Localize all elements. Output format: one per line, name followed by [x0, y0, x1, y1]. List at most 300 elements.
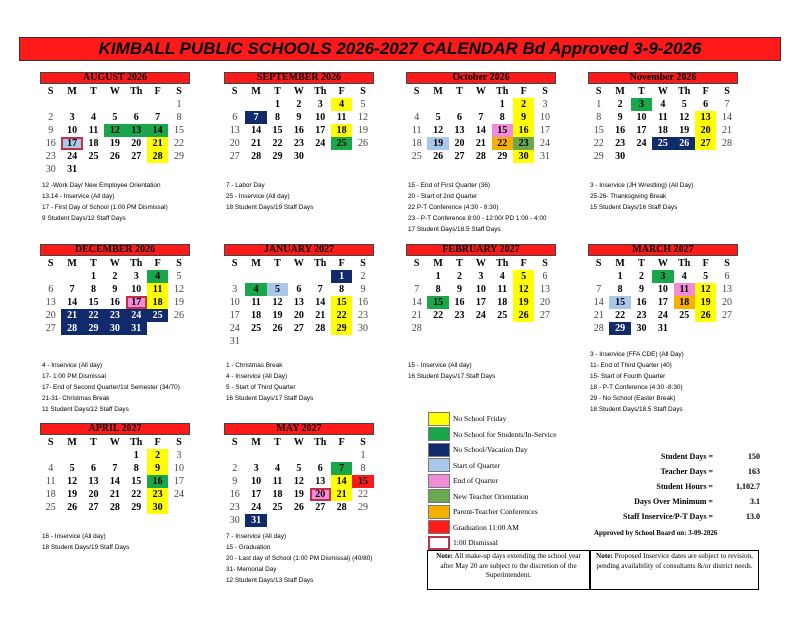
day-cell: 19: [427, 137, 448, 150]
week-row: [224, 309, 374, 322]
empty-day-cell: [674, 150, 695, 163]
day-cell: 3: [542, 99, 548, 110]
day-cell: 11: [411, 125, 422, 136]
empty-day-cell: [352, 335, 373, 348]
day-cell: 20: [293, 310, 304, 321]
week-row: [588, 296, 738, 309]
weekday-header-row: [224, 257, 374, 270]
stat-row: [600, 464, 760, 479]
month-notes-block: [42, 180, 220, 224]
weekday-label: T: [90, 437, 97, 448]
note-line: 25-26- Thanksgiving Break: [590, 193, 667, 200]
note-line: 11 Student Days/12 Staff Days: [42, 406, 129, 413]
empty-day-cell: [40, 449, 61, 462]
day-cell: 20: [540, 297, 551, 308]
note-line: 15 - Graduation: [226, 544, 271, 551]
day-cell: 13: [722, 284, 733, 295]
day-cell: 20: [229, 138, 240, 149]
day-cell: 12: [293, 476, 304, 487]
empty-day-cell: [147, 163, 168, 176]
legend-item: [428, 520, 578, 536]
weekday-header-row: [406, 257, 556, 270]
empty-day-cell: [168, 501, 189, 514]
day-cell: 21: [315, 310, 326, 321]
empty-day-cell: [513, 322, 534, 335]
day-cell: 23: [513, 137, 534, 150]
weekday-label: S: [176, 437, 182, 448]
day-cell: 23: [636, 310, 647, 321]
day-cell: 1: [617, 271, 623, 282]
day-cell: 5: [69, 463, 75, 474]
day-cell: 12: [433, 125, 444, 136]
day-cell: 24: [126, 309, 147, 322]
empty-day-cell: [492, 322, 513, 335]
weekday-label: M: [433, 258, 443, 269]
weekday-label: W: [657, 86, 668, 97]
stat-value: 163: [748, 467, 760, 476]
day-cell: 28: [475, 151, 486, 162]
empty-day-cell: [331, 150, 352, 163]
note-line: 18 Student Days/19 Staff Days: [226, 204, 314, 211]
day-cell: 3: [253, 463, 259, 474]
day-cell: 3: [69, 112, 75, 123]
week-row: [224, 124, 374, 137]
weekday-label: W: [109, 258, 120, 269]
weekday-label: Th: [496, 86, 509, 97]
day-cell: 31: [67, 164, 78, 175]
note-text: All make-up days extending the school year after May 20 are subject to the discretion of the Superintendent.: [440, 552, 581, 579]
weekday-label: T: [274, 258, 281, 269]
empty-day-cell: [406, 270, 427, 283]
weekday-label: S: [413, 86, 420, 97]
day-cell: 16: [109, 297, 120, 308]
day-cell: 21: [147, 137, 168, 150]
empty-day-cell: [147, 322, 168, 335]
empty-day-cell: [352, 514, 373, 527]
week-row: [406, 98, 556, 111]
empty-day-cell: [695, 150, 716, 163]
day-cell: 14: [67, 297, 78, 308]
note-line: 18 Student Days/18.5 Staff Days: [590, 406, 683, 413]
day-cell: 25: [497, 310, 508, 321]
day-cell: 15: [88, 297, 99, 308]
day-cell: 11: [497, 284, 507, 295]
week-row: [40, 150, 190, 163]
week-row: [40, 488, 190, 501]
summary-stats: [600, 449, 760, 524]
day-cell: 24: [315, 138, 326, 149]
day-cell: 15: [174, 125, 185, 136]
day-cell: 8: [90, 284, 96, 295]
day-cell: 29: [609, 322, 630, 335]
day-cell: 4: [681, 271, 687, 282]
note-line: 18 - P-T Conference (4:30 -8:30): [590, 384, 683, 391]
day-cell: 12: [358, 112, 369, 123]
legend-item: [428, 411, 578, 427]
day-cell: 27: [45, 323, 56, 334]
month-calendar: [40, 244, 190, 335]
day-cell: 7: [112, 463, 118, 474]
day-cell: 30: [358, 323, 369, 334]
weekday-label: T: [456, 86, 463, 97]
day-cell: 10: [475, 284, 486, 295]
weekday-label: W: [293, 258, 304, 269]
day-cell: 22: [433, 310, 444, 321]
day-cell: 24: [229, 323, 240, 334]
empty-day-cell: [427, 322, 448, 335]
month-header: October 2026: [406, 72, 556, 84]
weekday-label: W: [109, 437, 120, 448]
empty-day-cell: [147, 98, 168, 111]
day-cell: 5: [513, 270, 534, 283]
note-line: 15 - Inservice (All day): [408, 362, 472, 369]
day-cell: 16: [45, 138, 56, 149]
day-cell: 22: [131, 489, 142, 500]
legend-item: [428, 442, 578, 458]
day-cell: 6: [296, 284, 302, 295]
day-cell: 19: [358, 125, 369, 136]
day-cell: 1: [360, 450, 366, 461]
week-row: [588, 111, 738, 124]
day-cell: 14: [411, 297, 422, 308]
legend-label: Parent-Teacher Conferences: [453, 507, 538, 517]
day-cell: 17: [61, 137, 82, 150]
weekday-label: S: [413, 258, 420, 269]
day-cell: 7: [331, 462, 352, 475]
day-cell: 18: [88, 138, 99, 149]
weekday-label: S: [595, 258, 602, 269]
day-cell: 1: [331, 270, 352, 283]
day-cell: 7: [69, 284, 75, 295]
week-row: [40, 322, 190, 335]
day-cell: 10: [251, 476, 262, 487]
empty-day-cell: [449, 322, 470, 335]
note-line: 20 - Start of 2nd Quarter: [408, 193, 478, 200]
day-cell: 13: [45, 297, 56, 308]
weekday-label: M: [433, 86, 443, 97]
day-cell: 21: [722, 125, 733, 136]
month-calendar: [40, 423, 190, 514]
day-cell: 14: [315, 297, 326, 308]
weekday-label: S: [724, 86, 730, 97]
empty-day-cell: [126, 163, 147, 176]
day-cell: 15: [352, 475, 373, 488]
weekday-label: F: [520, 258, 527, 269]
weekday-label: W: [657, 258, 668, 269]
weekday-label: F: [154, 86, 161, 97]
weekday-label: W: [293, 437, 304, 448]
weekday-label: T: [456, 258, 463, 269]
note-line: 4 - Inservice (All day): [42, 362, 103, 369]
weekday-label: M: [251, 437, 261, 448]
month-notes-block: [226, 180, 404, 213]
day-cell: 22: [272, 138, 283, 149]
weekday-header-row: [224, 436, 374, 449]
day-cell: 6: [232, 112, 238, 123]
month-calendar: [40, 72, 190, 176]
weekday-label: Th: [130, 258, 143, 269]
day-cell: 29: [131, 502, 142, 513]
week-row: [224, 322, 374, 335]
empty-day-cell: [267, 270, 288, 283]
approval-text: Approved by School Board on: 3-09-2026: [594, 529, 718, 537]
legend-swatch: [428, 536, 450, 550]
empty-day-cell: [695, 322, 716, 335]
day-cell: 16: [615, 125, 626, 136]
week-row: [224, 475, 374, 488]
day-cell: 21: [593, 310, 604, 321]
empty-day-cell: [245, 335, 266, 348]
week-row: [406, 111, 556, 124]
weekday-label: M: [67, 86, 77, 97]
day-cell: 14: [593, 297, 604, 308]
day-cell: 3: [652, 270, 673, 283]
weekday-label: Th: [130, 437, 143, 448]
day-cell: 8: [360, 463, 366, 474]
day-cell: 12: [513, 283, 534, 296]
note-line: 25 - Inservice (All day): [226, 193, 290, 200]
day-cell: 1: [176, 99, 182, 110]
note-line: 29 - No School (Easter Break): [590, 395, 676, 402]
day-cell: 22: [593, 138, 604, 149]
day-cell: 18: [272, 489, 283, 500]
day-cell: 25: [251, 323, 262, 334]
day-cell: 6: [48, 284, 54, 295]
day-cell: 8: [339, 284, 345, 295]
weekday-label: M: [615, 86, 625, 97]
day-cell: 20: [45, 310, 56, 321]
day-cell: 25: [679, 310, 690, 321]
stat-label: Staff Inservice/P-T Days =: [623, 512, 713, 521]
day-cell: 6: [456, 112, 462, 123]
day-cell: 26: [695, 309, 716, 322]
note-makeup-days: [427, 550, 590, 590]
empty-day-cell: [427, 98, 448, 111]
day-cell: 26: [272, 323, 283, 334]
day-cell: 24: [475, 310, 486, 321]
day-cell: 14: [251, 125, 262, 136]
day-cell: 5: [435, 112, 441, 123]
stat-value: 13.0: [746, 512, 760, 521]
day-cell: 20: [88, 489, 99, 500]
day-cell: 18: [497, 297, 508, 308]
day-cell: 15: [272, 125, 283, 136]
day-cell: 13: [229, 125, 240, 136]
week-row: [588, 270, 738, 283]
day-cell: 22: [492, 137, 513, 150]
day-cell: 23: [293, 138, 304, 149]
note-line: 12 Student Days/13 Staff Days: [226, 577, 314, 584]
day-cell: 10: [131, 284, 142, 295]
day-cell: 23: [229, 502, 240, 513]
month-header: APRIL 2027: [40, 423, 190, 435]
day-cell: 5: [267, 283, 288, 296]
day-cell: 17: [174, 476, 185, 487]
day-cell: 14: [109, 476, 120, 487]
note-line: 5 - Start of Third Quarter: [226, 384, 296, 391]
day-cell: 10: [315, 112, 326, 123]
day-cell: 20: [695, 124, 716, 137]
day-cell: 18: [674, 296, 695, 309]
month-header: SEPTEMBER 2026: [224, 72, 374, 84]
day-cell: 16: [358, 297, 369, 308]
day-cell: 28: [315, 323, 326, 334]
weekday-label: T: [274, 437, 281, 448]
month-header: MAY 2027: [224, 423, 374, 435]
stat-label: Teacher Days =: [660, 467, 713, 476]
month-header: DECEMBER 2026: [40, 244, 190, 256]
day-cell: 29: [174, 151, 185, 162]
day-cell: 21: [331, 488, 352, 501]
day-cell: 19: [695, 296, 716, 309]
day-cell: 1: [274, 99, 280, 110]
day-cell: 22: [615, 310, 626, 321]
week-row: [588, 150, 738, 163]
day-cell: 31: [657, 323, 668, 334]
week-row: [40, 475, 190, 488]
day-cell: 29: [83, 322, 104, 335]
day-cell: 29: [272, 151, 283, 162]
empty-day-cell: [288, 449, 309, 462]
empty-day-cell: [310, 449, 331, 462]
day-cell: 4: [660, 99, 666, 110]
week-row: [224, 501, 374, 514]
week-row: [224, 514, 374, 527]
month-notes-block: [226, 360, 404, 404]
note-inservice-dates: [590, 550, 759, 590]
day-cell: 7: [317, 284, 323, 295]
note-line: 7 - Inservice (All day): [226, 533, 287, 540]
week-row: [588, 137, 738, 150]
weekday-label: Th: [314, 258, 327, 269]
stat-label: Days Over Minimum =: [634, 497, 713, 506]
day-cell: 27: [229, 151, 240, 162]
day-cell: 10: [636, 112, 647, 123]
day-cell: 9: [48, 125, 54, 136]
day-cell: 11: [674, 283, 695, 296]
empty-day-cell: [83, 98, 104, 111]
day-cell: 8: [617, 284, 623, 295]
day-cell: 28: [411, 323, 422, 334]
day-cell: 13: [695, 111, 716, 124]
day-cell: 2: [456, 271, 462, 282]
note-line: 9 Student Days/12 Staff Days: [42, 215, 126, 222]
month-calendar: [224, 244, 374, 348]
day-cell: 25: [272, 502, 283, 513]
day-cell: 16: [513, 124, 534, 137]
week-row: [40, 270, 190, 283]
week-row: [40, 501, 190, 514]
week-row: [40, 163, 190, 176]
week-row: [406, 137, 556, 150]
empty-day-cell: [352, 150, 373, 163]
day-cell: 29: [593, 151, 604, 162]
day-cell: 25: [652, 137, 673, 150]
week-row: [224, 98, 374, 111]
weekday-label: Th: [314, 437, 327, 448]
note-line: 31- Memorial Day: [226, 566, 277, 573]
day-cell: 11: [336, 112, 347, 123]
day-cell: 8: [435, 284, 441, 295]
day-cell: 12: [679, 112, 690, 123]
week-row: [406, 124, 556, 137]
weekday-label: S: [231, 258, 238, 269]
day-cell: 28: [147, 150, 168, 163]
empty-day-cell: [406, 98, 427, 111]
legend-label: 1:00 Dismissal: [453, 538, 498, 548]
empty-day-cell: [331, 449, 352, 462]
week-row: [224, 283, 374, 296]
legend-item: [428, 427, 578, 443]
weekday-label: F: [338, 437, 345, 448]
day-cell: 1: [133, 450, 139, 461]
day-cell: 19: [679, 125, 690, 136]
empty-day-cell: [267, 335, 288, 348]
legend-swatch: [428, 474, 450, 488]
week-row: [40, 449, 190, 462]
day-cell: 9: [112, 284, 118, 295]
day-cell: 27: [88, 502, 99, 513]
day-cell: 17: [636, 125, 647, 136]
empty-day-cell: [674, 322, 695, 335]
note-line: 13,14 - Inservice (All day): [42, 193, 115, 200]
weekday-label: F: [702, 86, 709, 97]
day-cell: 13: [540, 284, 551, 295]
day-cell: 9: [456, 284, 462, 295]
week-row: [588, 283, 738, 296]
weekday-label: F: [520, 86, 527, 97]
legend-label: Start of Quarter: [453, 460, 501, 470]
weekday-label: M: [251, 86, 261, 97]
weekday-label: F: [154, 437, 161, 448]
day-cell: 21: [109, 489, 120, 500]
weekday-label: Th: [678, 258, 691, 269]
month-calendar: [224, 72, 374, 163]
day-cell: 2: [638, 271, 644, 282]
month-header: FEBRUARY 2027: [406, 244, 556, 256]
day-cell: 23: [104, 309, 125, 322]
week-row: [588, 322, 738, 335]
weekday-header-row: [588, 85, 738, 98]
empty-day-cell: [716, 150, 737, 163]
note-line: 3 - Inservice (JH Wrestling) (All Day): [590, 182, 694, 189]
day-cell: 4: [274, 463, 280, 474]
weekday-label: T: [90, 86, 97, 97]
month-calendar: [588, 72, 738, 163]
stat-row: [600, 494, 760, 509]
day-cell: 17: [475, 297, 486, 308]
note-label: Note:: [436, 552, 453, 560]
day-cell: 24: [657, 310, 668, 321]
day-cell: 11: [272, 476, 283, 487]
day-cell: 5: [703, 271, 709, 282]
day-cell: 27: [454, 151, 465, 162]
month-notes-block: [42, 531, 220, 553]
legend-item: [428, 473, 578, 489]
weekday-label: S: [542, 258, 548, 269]
empty-day-cell: [83, 449, 104, 462]
day-cell: 29: [331, 322, 352, 335]
day-cell: 23: [147, 488, 168, 501]
day-cell: 28: [593, 323, 604, 334]
day-cell: 30: [293, 151, 304, 162]
empty-day-cell: [288, 514, 309, 527]
weekday-label: T: [638, 258, 645, 269]
day-cell: 17: [540, 125, 551, 136]
empty-day-cell: [449, 98, 470, 111]
day-cell: 24: [67, 151, 78, 162]
empty-day-cell: [716, 322, 737, 335]
